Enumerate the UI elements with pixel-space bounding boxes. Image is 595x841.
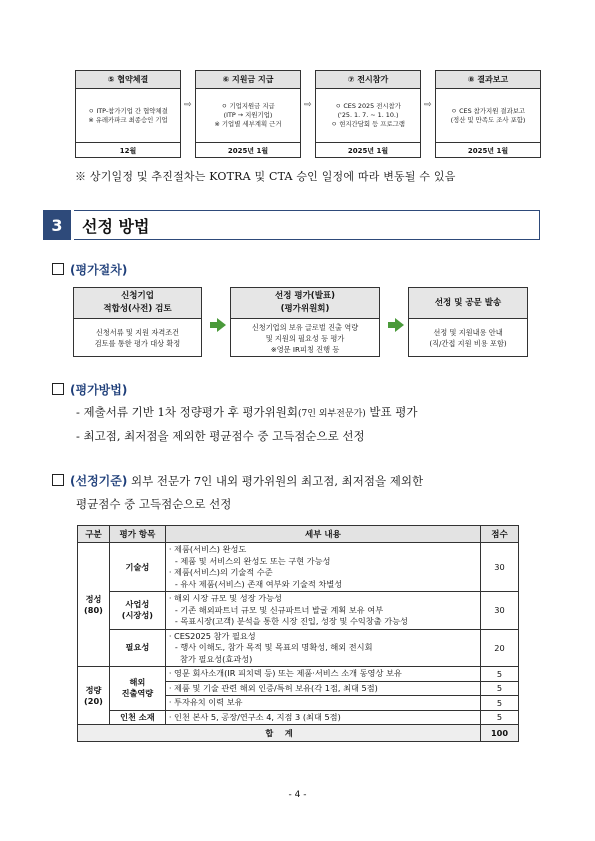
- table-header-row: [78, 526, 519, 543]
- method-text: - 제출서류 기반 1차 정량평가 후 평가위원회: [76, 405, 298, 419]
- procedure-body-line: ※영문 IR피칭 진행 등: [270, 344, 340, 354]
- detail-cell: [165, 592, 480, 630]
- procedure-heading-label: (평가절차): [70, 263, 128, 277]
- timeline-line: ※ 유레카파크 최종승인 기업: [88, 115, 168, 124]
- table-row: [78, 543, 519, 592]
- checkbox-square-icon: [52, 383, 64, 395]
- item-cell: 기술성: [109, 543, 165, 592]
- detail-cell: [165, 629, 480, 667]
- method-line-1: [76, 404, 418, 420]
- procedure-heading: [52, 261, 127, 278]
- detail-line: - 제품 및 서비스의 완성도 또는 구현 가능성: [174, 555, 331, 566]
- timeline-line: ㅇ 기업지원금 지급: [221, 102, 275, 110]
- schedule-note: ※ 상기일정 및 추진절차는 KOTRA 및 CTA 승인 일정에 따라 변동될 수 있음: [75, 170, 456, 183]
- procedure-head-line: (평가위원회): [280, 304, 330, 314]
- procedure-box-head: [409, 288, 527, 319]
- criteria-heading: [52, 472, 423, 489]
- detail-line: - 목표시장(고객) 분석을 통한 시장 진입, 성장 및 수익창출 가능성: [174, 616, 408, 626]
- score-cell: 20: [481, 629, 519, 667]
- procedure-head-line: 적합성(사전) 검토: [103, 304, 172, 314]
- item-line: 해외: [129, 677, 146, 688]
- timeline-step-body: [316, 89, 420, 143]
- section-number: 3: [43, 210, 71, 240]
- timeline-line: (ITP → 지원기업): [223, 111, 273, 119]
- criteria-text-2: 평균점수 중 고득점순으로 선정: [76, 497, 232, 511]
- checkbox-square-icon: [52, 263, 64, 275]
- arrow-icon: ⇨: [424, 100, 432, 110]
- group-label: 정량: [85, 685, 102, 695]
- method-heading: [52, 381, 127, 398]
- detail-cell: · 영문 회사소개(IR 피치덱 등) 또는 제품·서비스 소개 동영상 보유: [165, 667, 480, 682]
- score-cell: 30: [481, 543, 519, 592]
- page-number: - 4 -: [288, 790, 307, 800]
- item-cell: [109, 592, 165, 630]
- procedure-head-line: 신청기업: [121, 291, 154, 301]
- criteria-heading-label: (선정기준): [70, 474, 128, 488]
- detail-line: - 유사 제품(서비스) 존재 여부와 기술적 차별성: [174, 578, 343, 589]
- item-line: (시장성): [121, 610, 153, 621]
- table-row: [78, 710, 519, 725]
- timeline-step-title: ⑤ 협약체결: [76, 71, 180, 89]
- table-row: [78, 629, 519, 667]
- procedure-box-body: [409, 319, 527, 357]
- arrow-icon: ⇨: [304, 100, 312, 110]
- item-line: 사업성: [125, 599, 150, 610]
- procedure-box-head: [231, 288, 379, 319]
- detail-line: 참가 필요성(효과성): [174, 653, 253, 664]
- procedure-box-selection: [408, 287, 528, 357]
- item-line: 진출역량: [121, 688, 154, 699]
- section-title: 선정 방법: [74, 210, 540, 240]
- timeline-line: ('25. 1. 7. ~ 1. 10.): [337, 111, 399, 119]
- procedure-box-body: [74, 319, 201, 357]
- procedure-head-line: 선정 평가(발표): [275, 291, 335, 301]
- header-cell: 세부 내용: [165, 526, 480, 543]
- method-heading-label: (평가방법): [70, 383, 128, 397]
- header-cell: 점수: [481, 526, 519, 543]
- timeline-line: ※ 기업별 세부계획 근거: [214, 120, 282, 128]
- procedure-head-line: 선정 및 공문 발송: [434, 297, 502, 308]
- arrow-right-icon: [395, 318, 404, 332]
- group-label: 정성: [85, 594, 102, 604]
- item-cell: 인천 소재: [109, 710, 165, 725]
- detail-line: - 기존 해외파트너 규모 및 신규파트너 발굴 계획 보유 여부: [174, 604, 384, 615]
- timeline-line: (정산 및 만족도 조사 포함): [450, 115, 526, 124]
- detail-line: · 제품(서비스) 완성도: [168, 544, 247, 554]
- method-text-small: (7인 외부전문가): [298, 409, 366, 419]
- procedure-box-body: [231, 319, 379, 357]
- detail-cell: · 제품 및 기술 관련 해외 인증/특허 보유(각 1점, 최대 5점): [165, 681, 480, 696]
- procedure-body-line: 신청서류 및 지원 자격조건: [95, 328, 180, 337]
- timeline-step-date: 12월: [119, 147, 137, 155]
- procedure-body-line: 신청기업의 보유 글로벌 진출 역량: [251, 322, 359, 332]
- detail-line: · CES2025 참가 필요성: [168, 630, 256, 641]
- timeline-step-body: [436, 89, 540, 143]
- timeline-line: ㅇ CES 참가지원 결과보고: [450, 106, 526, 115]
- header-cell: 평가 항목: [109, 526, 165, 543]
- score-cell: 5: [481, 696, 519, 711]
- total-score: 100: [481, 725, 519, 742]
- timeline-line: ㅇ CES 2025 전시참가: [335, 102, 401, 110]
- procedure-body-line: 검토를 통한 평가 대상 확정: [94, 339, 181, 348]
- timeline-line: ㅇ 현지간담회 등 프로그램: [330, 120, 405, 128]
- detail-line: · 제품(서비스)의 기술적 수준: [168, 567, 273, 577]
- timeline-step-date: 2025년 1월: [467, 147, 509, 155]
- detail-line: - 행사 이해도, 참가 목적 및 목표의 명확성, 해외 전시회: [174, 642, 373, 652]
- detail-cell: · 투자유치 이력 보유: [165, 696, 480, 711]
- timeline-line: ㅇ ITP-참가기업 간 협약체결: [88, 106, 168, 115]
- procedure-box-evaluation: [230, 287, 380, 357]
- timeline-step-6: [195, 70, 301, 158]
- procedure-box-head: [74, 288, 201, 319]
- group-sub: (20): [84, 696, 103, 706]
- timeline-step-body: [196, 89, 300, 143]
- score-cell: 5: [481, 681, 519, 696]
- table-row: [78, 667, 519, 682]
- timeline-step-8: [435, 70, 541, 158]
- timeline-step-body: [76, 89, 180, 143]
- arrow-icon: ⇨: [184, 100, 192, 110]
- table-total-row: [78, 725, 519, 742]
- checkbox-square-icon: [52, 474, 64, 486]
- group-cell-quantitative: [78, 667, 110, 725]
- table-row: [78, 592, 519, 630]
- timeline-step-title: ⑧ 결과보고: [436, 71, 540, 89]
- procedure-body-line: (직/간접 지원 비용 포함): [429, 339, 507, 348]
- item-cell: [109, 667, 165, 711]
- timeline-step-7: [315, 70, 421, 158]
- group-cell-qualitative: [78, 543, 110, 667]
- timeline-step-title: ⑥ 지원금 지급: [196, 71, 300, 89]
- detail-line: · 해외 시장 규모 및 성장 가능성: [168, 593, 282, 603]
- score-cell: 5: [481, 710, 519, 725]
- arrow-right-icon: [217, 318, 226, 332]
- group-sub: (80): [84, 605, 103, 615]
- procedure-body-line: 및 지원의 필요성 등 평가: [265, 333, 345, 343]
- method-text: 발표 평가: [365, 405, 418, 419]
- header-cell: 구분: [78, 526, 110, 543]
- method-line-2: - 최고점, 최저점을 제외한 평균점수 중 고득점순으로 선정: [76, 429, 365, 443]
- criteria-table: [77, 525, 519, 742]
- total-label: 합 계: [78, 725, 481, 742]
- procedure-box-review: [73, 287, 202, 357]
- detail-cell: [165, 543, 480, 592]
- timeline-step-5: [75, 70, 181, 158]
- score-cell: 30: [481, 592, 519, 630]
- item-cell: 필요성: [109, 629, 165, 667]
- criteria-text: 외부 전문가 7인 내외 평가위원의 최고점, 최저점을 제외한: [127, 474, 424, 488]
- detail-cell: · 인천 본사 5, 공장/연구소 4, 지점 3 (최대 5점): [165, 710, 480, 725]
- timeline-step-title: ⑦ 전시참가: [316, 71, 420, 89]
- procedure-body-line: 선정 및 지원내용 안내: [433, 328, 503, 337]
- timeline-step-date: 2025년 1월: [227, 147, 269, 155]
- timeline-step-date: 2025년 1월: [347, 147, 389, 155]
- score-cell: 5: [481, 667, 519, 682]
